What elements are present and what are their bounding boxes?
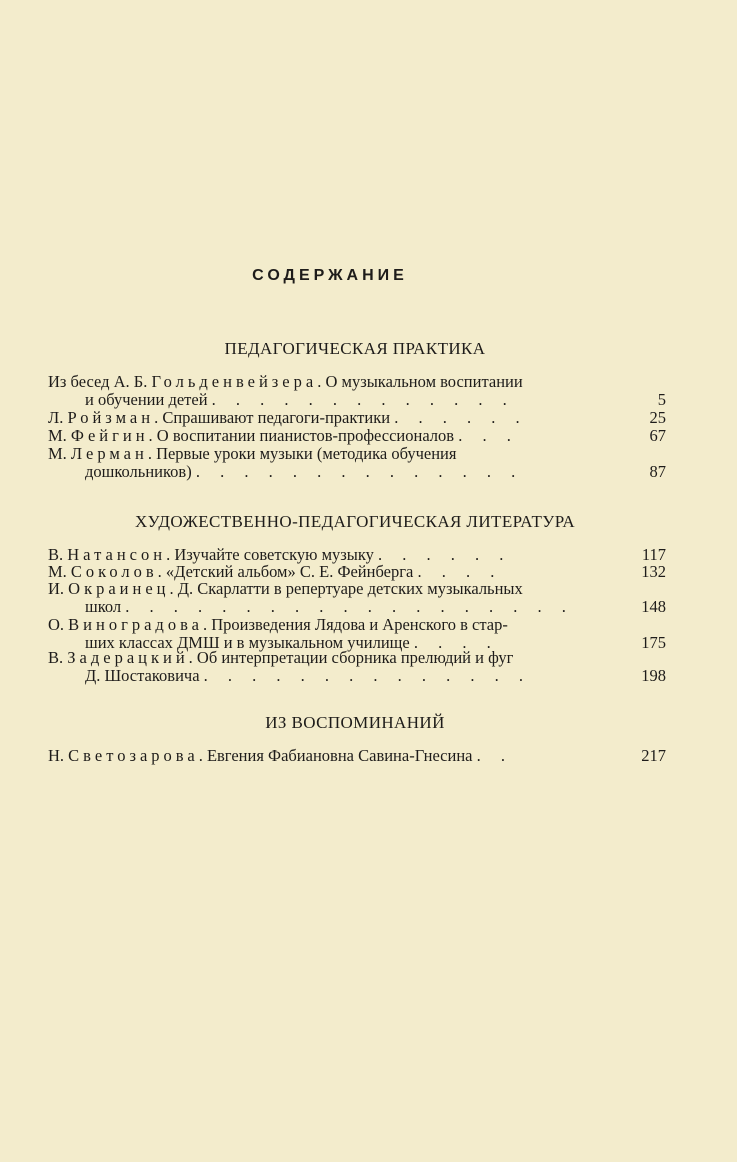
leader-dots: . . . . . . . . . . . . . . [195, 462, 524, 481]
page-number: 217 [641, 746, 666, 765]
author-name: Окраинец [68, 579, 170, 598]
toc-line: Л. Ройзман. Спрашивают педагоги-практики . . . . . . 25 [48, 408, 666, 427]
toc-entry [48, 409, 666, 427]
leader-dots: . . . . . . . . . . . . . . [203, 666, 532, 685]
leader-dots: . . . . . . . . . . . . . . . . . . . [125, 597, 574, 616]
section-heading-pedagogical-practice: ПЕДАГОГИЧЕСКАЯ ПРАКТИКА [224, 339, 486, 358]
toc-line: и обучении детей . . . . . . . . . . . . . 5 [85, 390, 666, 409]
author-name: Соколов [70, 562, 158, 581]
author-name: Фейгин [70, 426, 149, 445]
toc-line: В. Задерацкий. Об интерпретации сборника прелюдий и фуг [48, 648, 514, 667]
toc-entry [48, 580, 666, 616]
author-name: Виноградова [68, 615, 203, 634]
author-name: Светозарова [68, 746, 199, 765]
toc-line: М. Фейгин. О воспитании пианистов-профессионалов . . . 67 [48, 426, 666, 445]
toc-line: О. Виноградова. Произведения Лядова и Аренского в стар- [48, 615, 508, 634]
leader-dots: . . . [458, 426, 519, 445]
toc-line: школ . . . . . . . . . . . . . . . . . . . 148 [85, 597, 666, 616]
toc-entry [48, 427, 666, 445]
toc-line: В. Натансон. Изучайте советскую музыку . . . . . . 117 [48, 545, 666, 564]
toc-line: Д. Шостаковича . . . . . . . . . . . . . . 198 [85, 666, 666, 685]
page-number: 87 [649, 462, 666, 481]
author-name: Гольденвейзера [151, 372, 318, 391]
author-name: Лерман [70, 444, 148, 463]
toc-line: И. Окраинец. Д. Скарлатти в репертуаре детских музыкальных [48, 579, 523, 598]
leader-dots: . . . . . . [378, 545, 512, 564]
leader-dots: . . . . [417, 562, 503, 581]
toc-entry [48, 649, 666, 685]
author-name: Натансон [67, 545, 167, 564]
toc-line: М. Лерман. Первые уроки музыки (методика обучения [48, 444, 457, 463]
toc-line: Из бесед А. Б. Гольденвейзера. О музыкальном воспитании [48, 372, 523, 391]
toc-entry [48, 373, 666, 409]
page-number: 148 [641, 597, 666, 616]
section-heading-memoirs: ИЗ ВОСПОМИНАНИЙ [265, 713, 445, 732]
page-title: СОДЕРЖАНИЕ [252, 267, 408, 284]
page-number: 198 [641, 666, 666, 685]
leader-dots: . . . . [413, 633, 499, 652]
toc-entry [48, 747, 666, 765]
page-number: 67 [649, 426, 666, 445]
section-heading-literature: ХУДОЖЕСТВЕННО-ПЕДАГОГИЧЕСКАЯ ЛИТЕРАТУРА [134, 512, 576, 531]
page-number: 25 [649, 408, 666, 427]
toc-entry [48, 445, 666, 481]
leader-dots: . . [476, 746, 513, 765]
page-number: 117 [641, 545, 666, 564]
toc-entry [48, 616, 666, 652]
toc-line: М. Соколов. «Детский альбом» С. Е. Фейнберга . . . . 132 [48, 562, 666, 581]
toc-line: Н. Светозарова. Евгения Фабиановна Савина-Гнесина . . 217 [48, 746, 666, 765]
leader-dots: . . . . . . . . . . . . . [211, 390, 515, 409]
page-number: 175 [641, 633, 666, 652]
toc-line: дошкольников) . . . . . . . . . . . . . . 87 [85, 462, 666, 481]
leader-dots: . . . . . . [394, 408, 528, 427]
page-number: 5 [657, 390, 666, 409]
toc-line: ших классах ДМШ и в музыкальном училище . . . . 175 [85, 633, 666, 652]
author-name: Задерацкий [67, 648, 189, 667]
page-number: 132 [641, 562, 666, 581]
author-name: Ройзман [67, 408, 155, 427]
